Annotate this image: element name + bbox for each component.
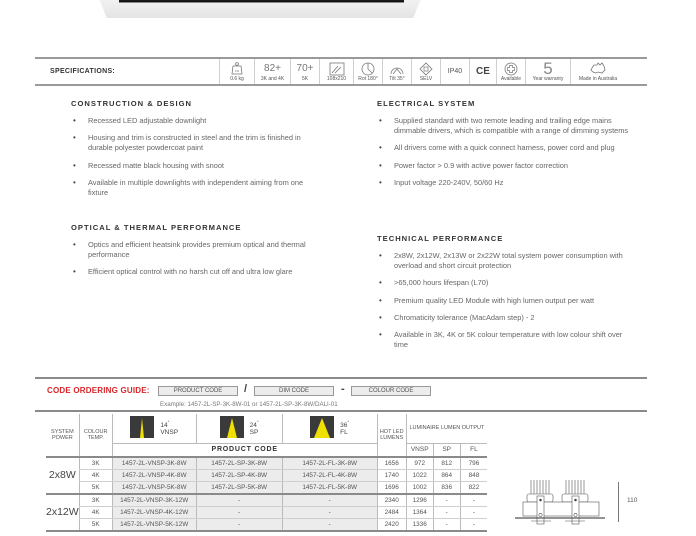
heatsink-left <box>531 480 549 494</box>
product-code-cell: 1457-2L-FL-3K-8W <box>282 457 377 469</box>
output-fl-cell: - <box>460 494 487 506</box>
output-vnsp-cell: 1364 <box>406 506 433 518</box>
table-row <box>46 457 487 469</box>
colour-temp-cell: 3K <box>79 457 112 469</box>
product-photo <box>97 0 423 20</box>
code-guide-title: CODE ORDERING GUIDE: <box>47 386 150 395</box>
table-header-row <box>46 414 487 443</box>
hot-lumens-cell: 1740 <box>377 469 406 481</box>
colour-temp-cell: 4K <box>79 506 112 518</box>
product-code-cell: 1457-2L-SP-3K-8W <box>196 457 282 469</box>
hot-lumens-cell: 2340 <box>377 494 406 506</box>
ip-rating-label: IP40 <box>447 68 463 75</box>
australia-map-icon <box>590 61 606 76</box>
rotation-icon <box>361 61 375 76</box>
beam-vnsp-label: 14° VNSP <box>160 419 179 436</box>
optical-section <box>71 223 321 285</box>
list-item: • Optics and efficient heatsink provides premium optical and thermal performance <box>71 240 321 260</box>
spec-rotation-caption: Rot 180° <box>358 76 378 82</box>
output-fl-cell: 848 <box>460 469 487 481</box>
output-sp-cell: 836 <box>433 482 460 494</box>
list-item: • Recessed LED adjustable downlight <box>71 116 321 126</box>
product-code-cell: - <box>196 518 282 530</box>
table-row <box>46 494 487 506</box>
warranty-icon: 5 <box>543 58 553 78</box>
electrical-list <box>377 116 632 188</box>
list-item: • Efficient optical control with no harsh cut off and ultra low glare <box>71 267 321 277</box>
product-housing <box>119 0 404 3</box>
section-title: ELECTRICAL SYSTEM <box>377 99 476 108</box>
list-item: • Premium quality LED Module with high lumen output per watt <box>377 296 632 306</box>
code-ordering-guide <box>35 377 647 412</box>
spec-tilt <box>382 59 411 84</box>
list-item: • Chromaticity tolerance (MacAdam step) - 2 <box>377 313 632 323</box>
list-item: • Recessed matte black housing with snoot <box>71 161 321 171</box>
list-item: • Supplied standard with two remote leading and trailing edge mains dimmable drivers, which is compatible with a range of dimming systems <box>377 116 632 136</box>
section-title: CONSTRUCTION & DESIGN <box>71 99 192 108</box>
header-beam-sp <box>196 414 282 443</box>
housing-outline <box>523 494 599 524</box>
table-row <box>46 518 487 530</box>
selv-icon <box>419 61 433 76</box>
output-sp-cell: - <box>433 518 460 530</box>
hot-lumens-cell: 2484 <box>377 506 406 518</box>
output-vnsp-cell: 1002 <box>406 482 433 494</box>
product-code-cell: - <box>282 494 377 506</box>
product-code-cell: 1457-2L-FL-5K-8W <box>282 482 377 494</box>
output-sp-cell: 864 <box>433 469 460 481</box>
code-separator-slash: / <box>244 383 248 395</box>
spec-selv <box>411 59 440 84</box>
header-sp: SP <box>433 443 460 457</box>
specifications-label: SPECIFICATIONS: <box>50 68 116 75</box>
spec-made-in <box>570 59 625 84</box>
header-vnsp: VNSP <box>406 443 433 457</box>
spec-warranty <box>525 59 570 84</box>
section-title: TECHNICAL PERFORMANCE <box>377 234 504 243</box>
table-subheader-row <box>46 443 487 457</box>
ce-mark-icon: CE <box>476 66 490 77</box>
system-power-cell: 2x12W <box>46 494 79 531</box>
beam-vnsp-icon <box>130 416 154 438</box>
system-power-cell: 2x8W <box>46 457 79 494</box>
product-code-box: PRODUCT CODE <box>158 386 238 396</box>
product-elevation-diagram <box>515 478 615 528</box>
colour-code-box: COLOUR CODE <box>351 386 431 396</box>
output-vnsp-cell: 972 <box>406 457 433 469</box>
product-code-cell: - <box>282 518 377 530</box>
output-vnsp-cell: 1296 <box>406 494 433 506</box>
dim-code-box: DIM CODE <box>254 386 334 396</box>
code-separator-dash: - <box>341 383 345 395</box>
table-row <box>46 506 487 518</box>
list-item: • Input voltage 220-240V, 50/60 Hz <box>377 178 632 188</box>
dimension-line <box>618 482 619 522</box>
beam-sp-label: 24° SP <box>249 419 259 436</box>
header-system-power: SYSTEM POWER <box>46 414 79 457</box>
spec-warranty-caption: Year warranty <box>532 76 564 82</box>
construction-list <box>71 116 321 198</box>
spec-available-caption: Available <box>500 76 522 82</box>
output-fl-cell: - <box>460 506 487 518</box>
output-sp-cell: - <box>433 506 460 518</box>
code-example: Example: 1457-2L-SP-3K-8W-01 or 1457-2L-SP-3K-8W/DALI-01 <box>160 401 338 408</box>
header-product-code: PRODUCT CODE <box>112 443 377 457</box>
product-code-cell: 1457-2L-VNSP-5K-8W <box>112 482 196 494</box>
product-code-cell: 1457-2L-VNSP-3K-8W <box>112 457 196 469</box>
list-item: • All drivers come with a quick connect harness, power cord and plug <box>377 143 632 153</box>
beam-fl-label: 36° FL <box>340 419 350 436</box>
colour-temp-cell: 5K <box>79 482 112 494</box>
output-vnsp-cell: 1022 <box>406 469 433 481</box>
beam-fl-icon <box>310 416 334 438</box>
specifications-bar <box>35 57 647 86</box>
list-item: • Power factor > 0.9 with active power factor correction <box>377 161 632 171</box>
technical-section <box>377 234 632 357</box>
heatsink-right <box>566 480 584 494</box>
header-hot-led-lumens: HOT LED LUMENS <box>377 414 406 457</box>
hot-lumens-cell: 1696 <box>377 482 406 494</box>
cri-icon: 70+ <box>296 63 314 74</box>
spec-cri-caption: 3K and 4K <box>260 76 285 82</box>
spec-cutout <box>319 59 353 84</box>
spec-weight <box>219 59 254 84</box>
product-code-cell: 1457-2L-VNSP-5K-12W <box>112 518 196 530</box>
product-code-cell: 1457-2L-VNSP-4K-8W <box>112 469 196 481</box>
list-item: • Housing and trim is constructed in steel and the trim is finished in durable polyester powdercoat paint <box>71 133 321 153</box>
optical-list <box>71 240 321 278</box>
product-code-cell: 1457-2L-VNSP-4K-12W <box>112 506 196 518</box>
output-sp-cell: 812 <box>433 457 460 469</box>
table-row <box>46 469 487 481</box>
header-colour-temp: COLOUR TEMP. <box>79 414 112 457</box>
output-fl-cell: 822 <box>460 482 487 494</box>
spec-weight-caption: 0.6 kg <box>230 76 244 82</box>
list-item: • Available in multiple downlights with independent aiming from one fixture <box>71 178 321 198</box>
colour-temp-cell: 4K <box>79 469 112 481</box>
section-title: OPTICAL & THERMAL PERFORMANCE <box>71 223 242 232</box>
electrical-section <box>377 99 632 195</box>
colour-temp-cell: 3K <box>79 494 112 506</box>
product-code-cell: - <box>282 506 377 518</box>
output-fl-cell: 796 <box>460 457 487 469</box>
product-code-cell: - <box>196 506 282 518</box>
list-item: • 2x8W, 2x12W, 2x13W or 2x22W total system power consumption with overload and short circuit protection <box>377 251 632 271</box>
spec-ce <box>469 59 496 84</box>
technical-list <box>377 251 632 350</box>
table-row <box>46 482 487 494</box>
svg-text:KG: KG <box>234 69 240 73</box>
list-item: • Available in 3K, 4K or 5K colour temperature with low colour shift over time <box>377 330 632 350</box>
spec-ip-rating <box>440 59 469 84</box>
output-sp-cell: - <box>433 494 460 506</box>
spec-rotation <box>353 59 382 84</box>
list-item: • >65,000 hours lifespan (L70) <box>377 278 632 288</box>
dimension-label: 110 <box>627 497 638 504</box>
product-code-table <box>46 414 487 532</box>
cri-icon: 82+ <box>264 63 281 74</box>
output-vnsp-cell: 1336 <box>406 518 433 530</box>
product-code-cell: 1457-2L-VNSP-3K-12W <box>112 494 196 506</box>
spec-cri-3k4k <box>254 59 290 84</box>
tilt-icon <box>390 61 404 76</box>
cutout-icon <box>329 61 345 76</box>
spec-cri-5k <box>290 59 319 84</box>
plus-circle-icon <box>504 61 518 76</box>
product-code-cell: 1457-2L-FL-4K-8W <box>282 469 377 481</box>
spec-tilt-caption: Tilt 35° <box>389 76 405 82</box>
header-luminaire-output: LUMINAIRE LUMEN OUTPUT <box>406 414 487 443</box>
product-code-cell: - <box>196 494 282 506</box>
colour-temp-cell: 5K <box>79 518 112 530</box>
spec-cri-caption: 5K <box>301 76 309 82</box>
header-fl: FL <box>460 443 487 457</box>
spec-made-in-caption: Made in Australia <box>578 76 618 82</box>
header-beam-fl <box>282 414 377 443</box>
output-fl-cell: - <box>460 518 487 530</box>
hot-lumens-cell: 1656 <box>377 457 406 469</box>
hot-lumens-cell: 2420 <box>377 518 406 530</box>
product-code-cell: 1457-2L-SP-4K-8W <box>196 469 282 481</box>
construction-section <box>71 99 321 205</box>
spec-available <box>496 59 525 84</box>
weight-icon <box>231 61 243 76</box>
beam-sp-icon <box>220 416 244 438</box>
spec-cutout-caption: 108x210 <box>326 76 347 82</box>
product-code-cell: 1457-2L-SP-5K-8W <box>196 482 282 494</box>
header-beam-vnsp <box>112 414 196 443</box>
spec-selv-caption: SELV <box>419 76 433 82</box>
